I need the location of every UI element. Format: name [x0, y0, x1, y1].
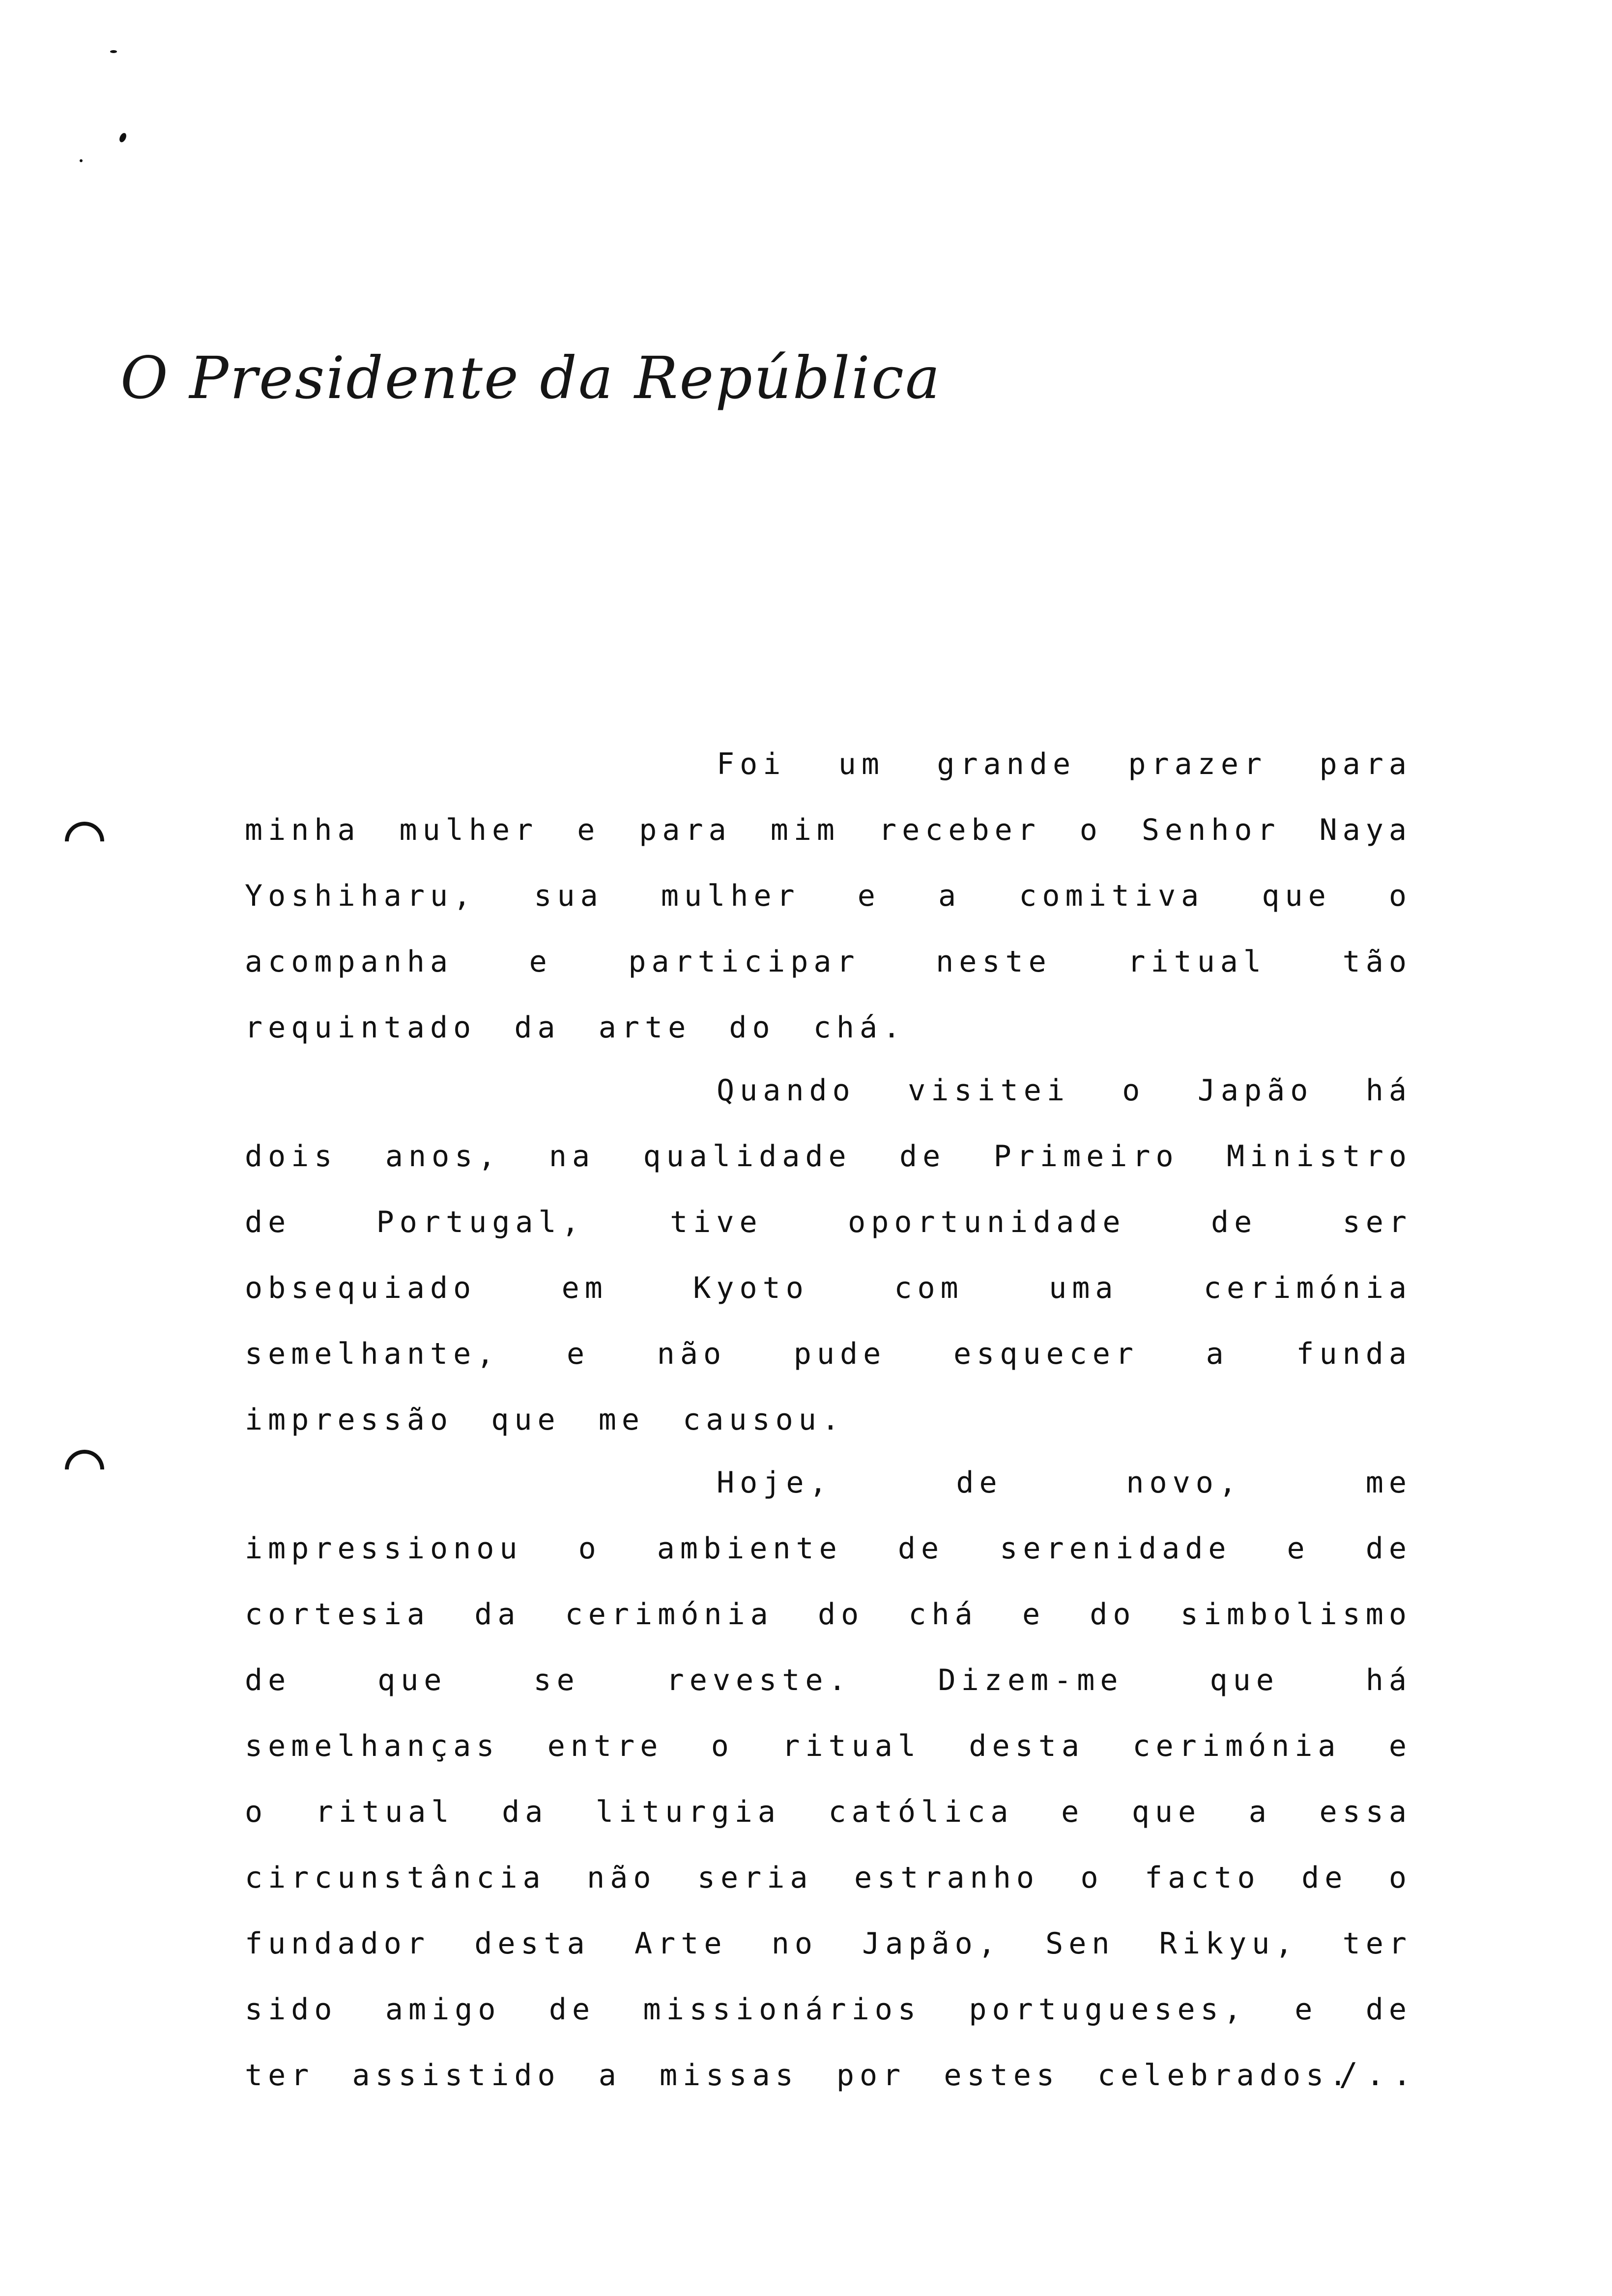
punch-hole-mark [57, 1441, 112, 1497]
continuation-mark: /.. [1339, 2057, 1419, 2093]
paragraph-1: Foi um grande prazer para minha mulher e para mim receber o Senhor Naya Yoshiharu, sua mulher e a comitiva que o acompanha e participar neste ritual tão requintado da arte do chá. [245, 747, 1412, 1045]
paragraph-3: Hoje, de novo, me impressionou o ambiente de serenidade e de cortesia da cerimónia do chá e do simbolismo de que se reveste. Dizem-me que há semelhanças entre o ritual desta cerimónia e o ritual da liturgia católica e que a essa circunstância não seria estranho o facto de o fundador desta Arte no Japão, Sen Rikyu, ter sido amigo de missionários portugueses, e de ter assistido a missas por estes celebrados. [245, 1465, 1412, 2093]
punch-hole-mark [57, 813, 112, 869]
paragraph-2: Quando visitei o Japão há dois anos, na qualidade de Primeiro Ministro de Portugal, tive oportunidade de ser obsequiado em Kyoto com uma cerimónia semelhante, e não pude esquecer a funda impressão que me causou. [245, 1073, 1412, 1437]
scan-speck [80, 159, 83, 162]
scan-speck [118, 132, 127, 143]
scan-speck [110, 50, 117, 53]
letterhead-title: O Presidente da República [120, 344, 942, 412]
